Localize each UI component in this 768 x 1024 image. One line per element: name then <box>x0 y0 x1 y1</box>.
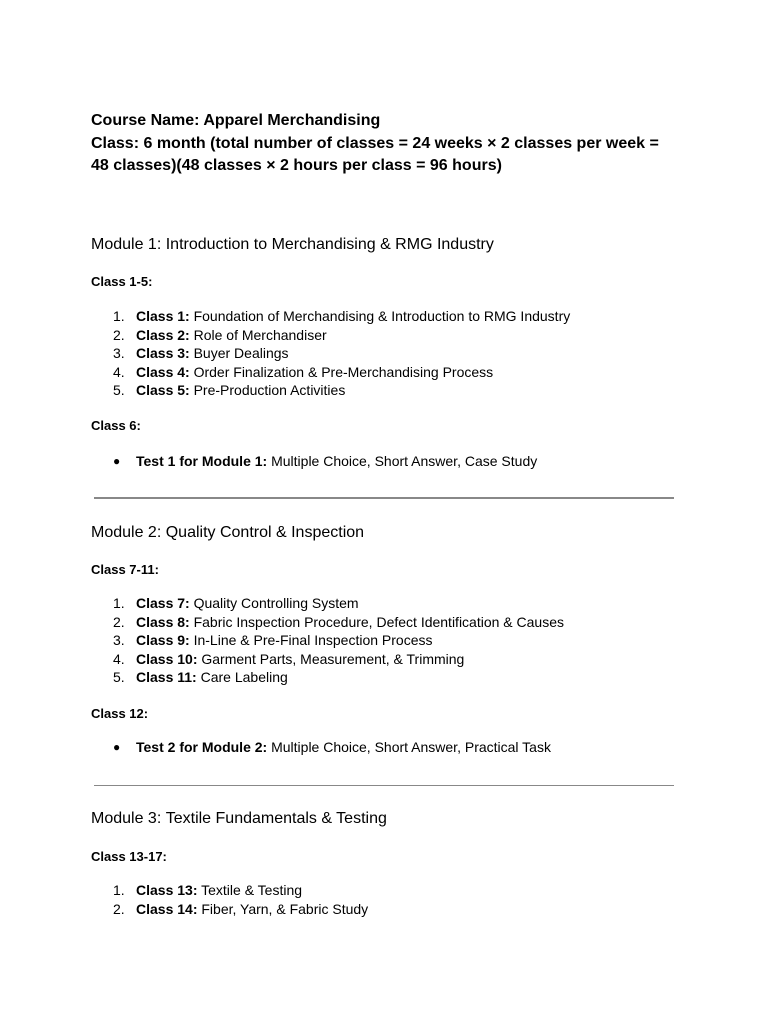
class-label: Class 4: <box>136 363 190 380</box>
list-number: 3. <box>113 345 125 362</box>
class-label: Class 14: <box>136 900 198 917</box>
class-topic: Fiber, Yarn, & Fabric Study <box>201 900 369 917</box>
class-label: Class 9: <box>136 632 190 649</box>
list-item <box>0 594 564 613</box>
module-3-label: Module 3: <box>91 810 162 827</box>
list-item <box>0 881 368 900</box>
list-item <box>0 631 564 650</box>
course-name: Course Name: Apparel Merchandising <box>91 112 381 129</box>
module-1-class-range: Class 1-5: <box>91 274 153 289</box>
test-description: Multiple Choice, Short Answer, Practical Task <box>271 739 551 755</box>
class-label: Class 8: <box>136 613 190 630</box>
module-1-heading <box>91 235 494 255</box>
test-label: Test 1 for Module 1: <box>136 453 268 469</box>
module-2-title: Quality Control & Inspection <box>165 524 365 541</box>
class-topic: Pre-Production Activities <box>193 382 346 399</box>
course-class-line-2: 48 classes)(48 classes × 2 hours per class = 96 hours) <box>91 157 502 174</box>
class-topic: In-Line & Pre-Final Inspection Process <box>193 632 433 649</box>
class-topic: Role of Merchandiser <box>193 326 327 343</box>
bullet-icon: ● <box>113 740 121 754</box>
list-item <box>0 363 570 382</box>
list-number: 5. <box>113 382 125 399</box>
module-1-test-item <box>0 452 537 470</box>
class-topic: Order Finalization & Pre-Merchandising Process <box>193 363 494 380</box>
module-1-title: Introduction to Merchandising & RMG Industry <box>165 236 494 253</box>
module-1-test-class: Class 6: <box>91 418 141 433</box>
list-number: 4. <box>113 650 125 667</box>
list-number: 2. <box>113 613 125 630</box>
list-item <box>0 307 570 326</box>
class-topic: Garment Parts, Measurement, & Trimming <box>201 650 465 667</box>
module-2-test-item <box>0 738 551 756</box>
list-item <box>0 650 564 669</box>
list-number: 2. <box>113 326 125 343</box>
bullet-icon: ● <box>113 454 121 468</box>
list-item <box>0 344 570 363</box>
module-1-class-list <box>0 307 570 400</box>
list-number: 1. <box>113 882 125 898</box>
class-topic: Buyer Dealings <box>193 345 289 362</box>
list-number: 1. <box>113 595 125 611</box>
module-2-test-class: Class 12: <box>91 706 149 721</box>
list-number: 4. <box>113 363 125 380</box>
test-description: Multiple Choice, Short Answer, Case Study <box>271 453 538 469</box>
list-item <box>0 326 570 345</box>
module-2-class-list <box>0 594 564 687</box>
class-label: Class 2: <box>136 326 190 343</box>
module-2-class-range: Class 7-11: <box>91 562 159 577</box>
module-3-title: Textile Fundamentals & Testing <box>165 810 387 827</box>
module-2-label: Module 2: <box>91 524 162 541</box>
section-divider <box>94 497 674 499</box>
class-topic: Fabric Inspection Procedure, Defect Identification & Causes <box>193 613 565 630</box>
list-item <box>0 668 564 687</box>
module-1-label: Module 1: <box>91 236 162 253</box>
course-class-info <box>91 133 691 177</box>
course-class-line-1: Class: 6 month (total number of classes = 24 weeks × 2 classes per week = <box>91 135 659 152</box>
class-label: Class 10: <box>136 650 198 667</box>
list-number: 5. <box>113 669 125 686</box>
list-number: 3. <box>113 632 125 649</box>
module-3-class-list <box>0 881 368 918</box>
list-number: 2. <box>113 900 125 917</box>
class-topic: Quality Controlling System <box>193 595 359 611</box>
class-label: Class 3: <box>136 345 190 362</box>
class-topic: Care Labeling <box>200 669 288 686</box>
class-topic: Foundation of Merchandising & Introduction to RMG Industry <box>193 308 571 324</box>
list-number: 1. <box>113 308 125 324</box>
list-item <box>0 613 564 632</box>
class-topic: Textile & Testing <box>201 882 303 898</box>
class-label: Class 11: <box>136 669 197 686</box>
test-label: Test 2 for Module 2: <box>136 739 268 755</box>
class-label: Class 7: <box>136 595 190 611</box>
module-2-heading <box>91 523 364 543</box>
module-3-heading <box>91 809 387 829</box>
module-3-class-range: Class 13-17: <box>91 849 167 864</box>
class-label: Class 13: <box>136 882 198 898</box>
section-divider <box>94 785 674 786</box>
list-item <box>0 381 570 400</box>
list-item <box>0 900 368 919</box>
class-label: Class 5: <box>136 382 190 399</box>
class-label: Class 1: <box>136 308 190 324</box>
